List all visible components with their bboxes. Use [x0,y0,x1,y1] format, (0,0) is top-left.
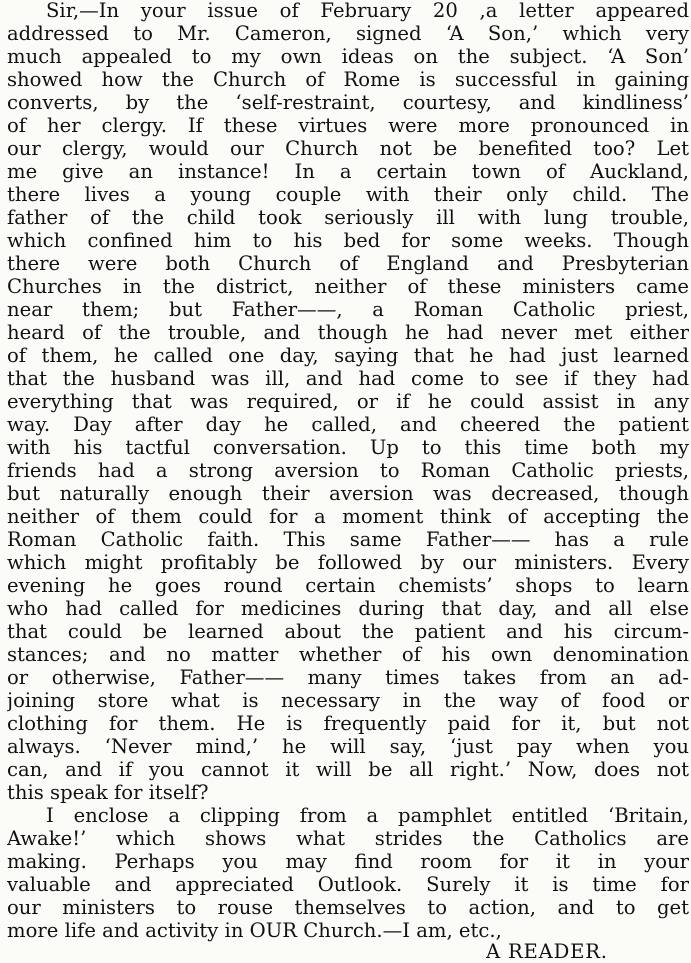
letter-line: this speak for itself? [7,781,209,804]
letter-line: more life and activity in OUR Church.—I am, etc., [7,919,502,942]
letter-line: way. Day after day he called, and cheered the patient [7,413,689,436]
letter-line: stances; and no matter whether of his own denomination [7,643,689,666]
letter-line: Sir,—In your issue of February 20 ,a letter appeared [46,0,689,22]
letter-line: there were both Church of England and Presbyterian [7,252,689,275]
letter-line: showed how the Church of Rome is successful in gaining [7,68,689,91]
letter-line: that could be learned about the patient and his circum- [7,620,689,643]
letter-line: me give an instance! In a certain town of Auckland, [7,160,689,183]
letter-line: making. Perhaps you may find room for it in your [7,850,689,873]
letter-line: Roman Catholic faith. This same Father—— has a rule [7,528,689,551]
letter-line: or otherwise, Father—— many times takes from an ad- [7,666,689,689]
letter-line: Awake!’ which shows what strides the Catholics are [7,827,689,850]
letter-line: there lives a young couple with their only child. The [7,183,689,206]
letter-line: that the husband was ill, and had come to see if they had [7,367,689,390]
letter-line: but naturally enough their aversion was decreased, though [7,482,689,505]
letter-signature: A READER. [486,940,608,963]
letter-line: joining store what is necessary in the way of food or [7,689,689,712]
letter-line: father of the child took seriously ill with lung trouble, [7,206,689,229]
letter-line: our clergy, would our Church not be benefited too? Let [7,137,689,160]
letter-line: evening he goes round certain chemists’ shops to learn [7,574,689,597]
letter-line: with his tactful conversation. Up to this time both my [7,436,689,459]
letter-line: converts, by the ‘self-restraint, courtesy, and kindliness’ [7,91,689,114]
letter-line: valuable and appreciated Outlook. Surely it is time for [7,873,689,896]
letter-line: I enclose a clipping from a pamphlet entitled ‘Britain, [46,804,689,827]
letter-line: much appealed to my own ideas on the subject. ‘A Son’ [7,45,689,68]
letter-line: can, and if you cannot it will be all right.’ Now, does not [7,758,689,781]
letter-line: addressed to Mr. Cameron, signed ‘A Son,’ which very [7,22,689,45]
letter-line: Churches in the district, neither of these ministers came [7,275,689,298]
letter-line: heard of the trouble, and though he had never met either [7,321,689,344]
letter-line: our ministers to rouse themselves to action, and to get [7,896,689,919]
letter-line: neither of them could for a moment think of accepting the [7,505,689,528]
letter-line: always. ‘Never mind,’ he will say, ‘just pay when you [7,735,689,758]
letter-line: of them, he called one day, saying that he had just learned [7,344,689,367]
letter-line: who had called for medicines during that day, and all else [7,597,689,620]
letter-line: of her clergy. If these virtues were more pronounced in [7,114,689,137]
letter-line: clothing for them. He is frequently paid for it, but not [7,712,689,735]
letter-line: which might profitably be followed by our ministers. Every [7,551,689,574]
letter-line: near them; but Father——, a Roman Catholic priest, [7,298,689,321]
letter-line: friends had a strong aversion to Roman Catholic priests, [7,459,689,482]
letter-line: everything that was required, or if he could assist in any [7,390,689,413]
letter-line: which confined him to his bed for some weeks. Though [7,229,689,252]
